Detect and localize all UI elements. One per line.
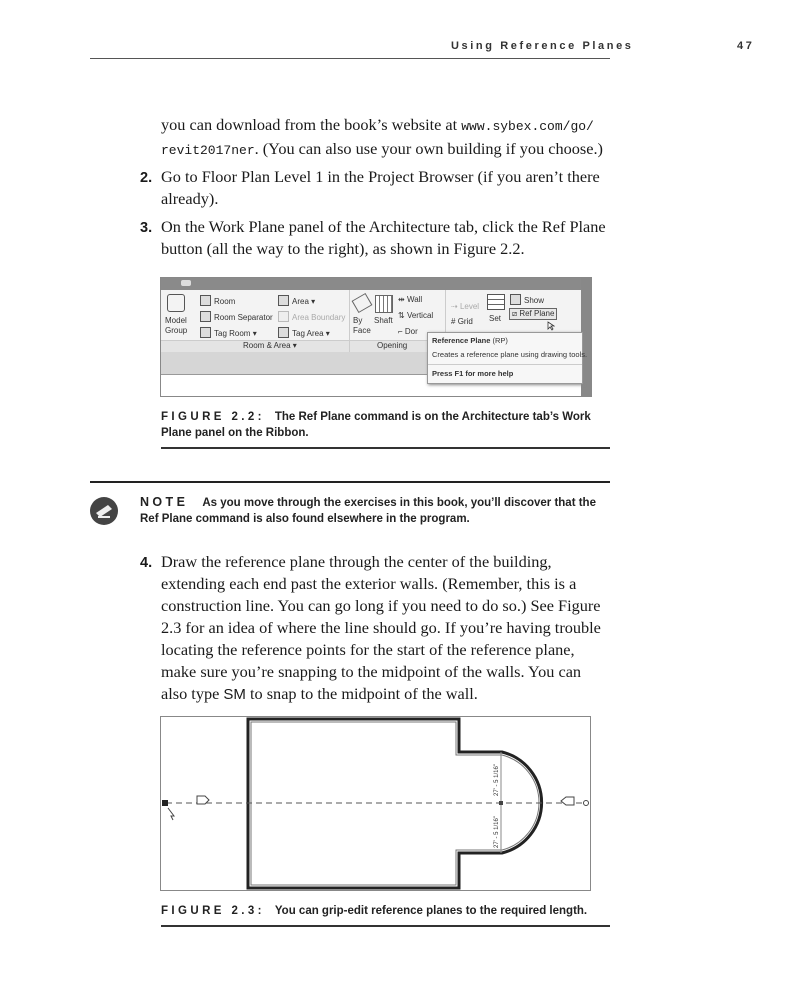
- caption-text: You can grip-edit reference planes to the required length.: [274, 905, 588, 917]
- tag-room-icon: [200, 327, 211, 338]
- drag-end-icon[interactable]: [584, 801, 589, 806]
- show-button[interactable]: [510, 294, 544, 306]
- room-separator-button[interactable]: [200, 311, 273, 323]
- tooltip-title: Reference Plane: [432, 336, 491, 345]
- caption-text: The Ref Plane command is on the Architecture tab’s Work Plane panel on the Ribbon.: [161, 411, 591, 439]
- step-3-text: On the Work Plane panel of the Architecture tab, click the Ref Plane button (all the way to the right), as shown in Figure 2.2.: [161, 217, 606, 258]
- tooltip-description: Creates a reference plane using drawing tools.: [432, 350, 588, 359]
- room-icon: [200, 295, 211, 306]
- tag-room-button[interactable]: Tag Room ▾: [200, 327, 257, 339]
- wall-opening-button[interactable]: [398, 295, 422, 305]
- figure-2-3-caption: [161, 903, 610, 919]
- grid-label: Grid: [457, 317, 473, 326]
- intro-paragraph: [161, 114, 610, 162]
- tag-area-button[interactable]: Tag Area ▾: [278, 327, 330, 339]
- dormer-icon: ⌐: [398, 327, 405, 336]
- shaft-button[interactable]: Shaft: [374, 316, 393, 325]
- running-title: Using Reference Planes: [451, 40, 634, 52]
- set-button[interactable]: Set: [489, 314, 502, 323]
- room-area-panel-title[interactable]: Room & Area ▾: [243, 341, 297, 350]
- step-2-text: Go to Floor Plan Level 1 in the Project Browser (if you aren’t there already).: [161, 167, 600, 208]
- tooltip-help: Press F1 for more help: [432, 369, 514, 378]
- step-number: 2.: [140, 170, 153, 186]
- ref-plane-icon: ⧄: [512, 309, 520, 318]
- by-face-button[interactable]: By Face: [353, 316, 371, 335]
- opening-panel-title[interactable]: Opening: [377, 341, 408, 350]
- panel-label: Room & Area: [243, 341, 291, 350]
- step-number: 4.: [140, 555, 153, 571]
- intro-text-after: . (You can also use your own building if you choose.): [254, 139, 603, 158]
- area-button[interactable]: Area ▾: [278, 295, 315, 307]
- caption-rule: [161, 925, 610, 927]
- ref-plane-button[interactable]: [509, 308, 557, 320]
- level-label: Level: [459, 302, 480, 311]
- area-label: Area: [292, 297, 309, 306]
- model-group-icon: [167, 294, 185, 312]
- tag-area-label: Tag Area: [292, 329, 324, 338]
- step-4-text: [161, 551, 610, 706]
- header-rule: [90, 58, 610, 59]
- show-label: Show: [524, 296, 545, 305]
- note-icon: [88, 495, 120, 527]
- mouse-cursor-icon: [547, 321, 555, 331]
- step-4-body: Draw the reference plane through the center of the building, extending each end past the exterior walls. (Remember, this is a construction line. You can go long if you need to do so.) See Figure 2.3 for an idea of where the line should go. If you’re having trouble locating the reference points for the start of the reference plane, make sure you’re snapping to the midpoint of the walls. You can also type: [161, 552, 601, 703]
- grip-handle-icon[interactable]: [162, 800, 168, 806]
- tag-area-icon: [278, 327, 289, 338]
- room-separator-label: Room Separator: [214, 313, 273, 322]
- dormer-label: Dor: [404, 327, 418, 336]
- tooltip-shortcut: (RP): [492, 336, 508, 345]
- room-button[interactable]: [200, 295, 235, 307]
- area-boundary-button[interactable]: [278, 311, 345, 323]
- step-2: [140, 166, 610, 210]
- grid-button[interactable]: [451, 317, 473, 327]
- tooltip: [427, 332, 588, 384]
- note-section: [90, 481, 610, 527]
- figure-2-3-floor-plan: [160, 716, 591, 891]
- step-number: 3.: [140, 220, 153, 236]
- shortcut-sm: SM: [223, 686, 246, 703]
- note-text: As you move through the exercises in this book, you’ll discover that the Ref Plane command is also found elsewhere in the program.: [140, 497, 596, 525]
- step-3: [140, 216, 610, 260]
- vertical-opening-icon: ⇅: [398, 311, 407, 320]
- vertical-opening-button[interactable]: [398, 311, 433, 321]
- show-icon: [510, 294, 521, 305]
- dormer-button[interactable]: [398, 327, 418, 337]
- note: [140, 494, 600, 527]
- ref-plane-label: Ref Plane: [519, 309, 555, 318]
- model-group-button[interactable]: Model Group: [165, 316, 188, 335]
- level-button[interactable]: ⇢ Level: [451, 302, 480, 311]
- vertical-label: Vertical: [406, 311, 434, 320]
- quick-access-bar: [161, 278, 591, 290]
- caption-rule: [161, 447, 610, 449]
- quick-access-icon: [181, 280, 191, 286]
- wall-opening-icon: ⇹: [398, 295, 407, 304]
- url-part-1: www.sybex.com/go/: [461, 119, 594, 134]
- set-icon: [487, 294, 505, 310]
- step-4: [140, 551, 610, 706]
- wall-label: Wall: [406, 295, 423, 304]
- tag-room-label: Tag Room: [214, 329, 251, 338]
- area-icon: [278, 295, 289, 306]
- shaft-icon: [375, 295, 393, 313]
- note-label: NOTE: [140, 495, 189, 509]
- room-label: Room: [214, 297, 236, 306]
- area-boundary-label: Area Boundary: [292, 313, 346, 322]
- caption-label: FIGURE 2.2:: [161, 411, 265, 423]
- page-body: [140, 114, 610, 927]
- figure-2-2-caption: [161, 409, 610, 441]
- area-boundary-icon: [278, 311, 289, 322]
- caption-label: FIGURE 2.3:: [161, 905, 265, 917]
- grid-icon: #: [451, 317, 456, 326]
- dimension-lower: 27' - 5 1/16": [494, 816, 500, 848]
- page-number: 47: [737, 40, 755, 52]
- panel-divider: [349, 290, 350, 352]
- url-part-2: revit2017ner: [161, 143, 255, 158]
- figure-2-2-ribbon: [160, 277, 592, 397]
- step-4-body-end: to snap to the midpoint of the wall.: [245, 684, 478, 703]
- intro-text: you can download from the book’s website at: [161, 115, 462, 134]
- note-rule: [90, 481, 610, 483]
- dimension-upper: 27' - 5 1/16": [494, 764, 500, 796]
- room-separator-icon: [200, 311, 211, 322]
